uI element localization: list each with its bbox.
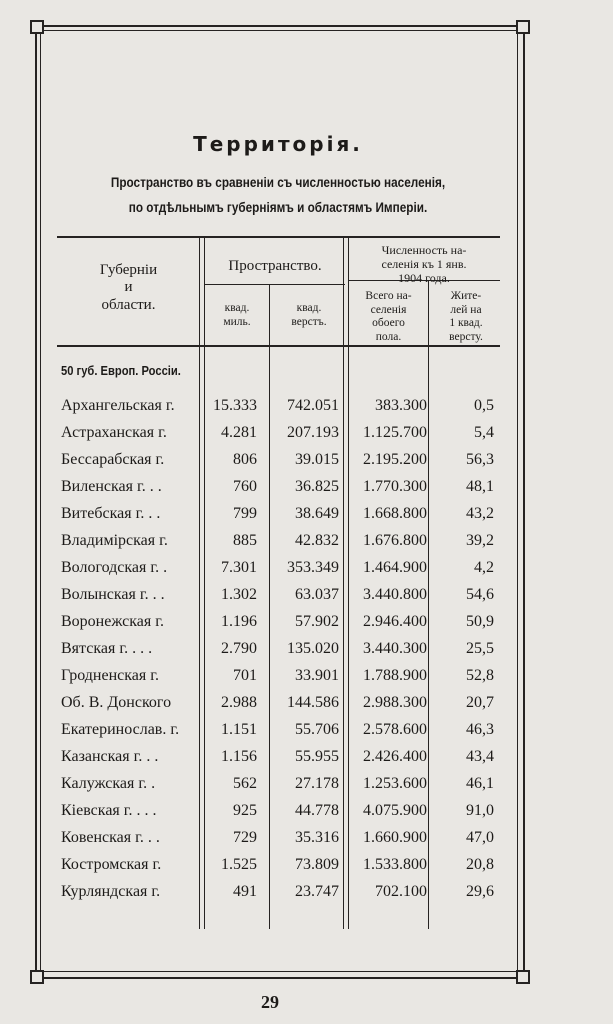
region-name: Витебская г. . . bbox=[61, 505, 161, 522]
area-sq-versts: 39.015 bbox=[295, 451, 339, 468]
section-label: 50 губ. Европ. Россіи. bbox=[61, 363, 181, 378]
density: 4,2 bbox=[474, 559, 494, 576]
area-sq-versts: 63.037 bbox=[295, 586, 339, 603]
area-sq-versts: 42.832 bbox=[295, 532, 339, 549]
table-row bbox=[57, 664, 500, 691]
area-sq-miles: 562 bbox=[233, 775, 257, 792]
corner-ornament bbox=[516, 20, 530, 34]
region-name: Астраханская г. bbox=[61, 424, 167, 441]
table-row bbox=[57, 880, 500, 907]
area-sq-miles: 7.301 bbox=[221, 559, 257, 576]
area-sq-miles: 806 bbox=[233, 451, 257, 468]
density: 47,0 bbox=[466, 829, 494, 846]
population-total: 1.668.800 bbox=[363, 505, 427, 522]
area-sq-miles: 2.790 bbox=[221, 640, 257, 657]
density: 43,2 bbox=[466, 505, 494, 522]
area-sq-versts: 36.825 bbox=[295, 478, 339, 495]
table-row bbox=[57, 529, 500, 556]
region-name: Ковенская г. . . bbox=[61, 829, 160, 846]
header-zhitelei: Жите- лей на 1 квад. версту. bbox=[449, 290, 483, 343]
population-total: 2.195.200 bbox=[363, 451, 427, 468]
header-rule-space bbox=[205, 284, 345, 285]
area-sq-miles: 701 bbox=[233, 667, 257, 684]
region-name: Костромская г. bbox=[61, 856, 162, 873]
area-sq-versts: 144.586 bbox=[287, 694, 339, 711]
region-name: Волынская г. . . bbox=[61, 586, 165, 603]
table-row bbox=[57, 502, 500, 529]
table-row bbox=[57, 421, 500, 448]
density: 43,4 bbox=[466, 748, 494, 765]
header-kvad-mil: квад. миль. bbox=[223, 302, 251, 328]
area-sq-versts: 33.901 bbox=[295, 667, 339, 684]
table-row bbox=[57, 745, 500, 772]
table-row bbox=[57, 610, 500, 637]
area-sq-versts: 55.706 bbox=[295, 721, 339, 738]
population-total: 3.440.800 bbox=[363, 586, 427, 603]
region-name: Владимірская г. bbox=[61, 532, 168, 549]
population-total: 2.426.400 bbox=[363, 748, 427, 765]
area-sq-miles: 1.156 bbox=[221, 748, 257, 765]
table-row bbox=[57, 772, 500, 799]
header-kvad-verst: квад. верстъ. bbox=[291, 302, 327, 328]
table-top-rule bbox=[57, 236, 500, 238]
header-vsego: Всего на- селенія обоего пола. bbox=[365, 290, 412, 343]
table-row bbox=[57, 826, 500, 853]
area-sq-versts: 55.955 bbox=[295, 748, 339, 765]
population-total: 2.988.300 bbox=[363, 694, 427, 711]
region-name: Гродненская г. bbox=[61, 667, 159, 684]
table-row bbox=[57, 583, 500, 610]
area-sq-miles: 1.196 bbox=[221, 613, 257, 630]
population-total: 1.660.900 bbox=[363, 829, 427, 846]
area-sq-versts: 73.809 bbox=[295, 856, 339, 873]
density: 20,7 bbox=[466, 694, 494, 711]
area-sq-versts: 23.747 bbox=[295, 883, 339, 900]
population-total: 3.440.300 bbox=[363, 640, 427, 657]
table-row bbox=[57, 556, 500, 583]
region-name: Казанская г. . . bbox=[61, 748, 159, 765]
header-prostranstvo: Пространство. bbox=[228, 258, 322, 274]
area-sq-versts: 35.316 bbox=[295, 829, 339, 846]
population-total: 1.533.800 bbox=[363, 856, 427, 873]
region-name: Вологодская г. . bbox=[61, 559, 168, 576]
region-name: Архангельская г. bbox=[61, 397, 175, 414]
header-gubernii: Губерніи и области. bbox=[99, 262, 158, 313]
header-bottom-rule bbox=[57, 345, 500, 347]
density: 29,6 bbox=[466, 883, 494, 900]
population-total: 1.253.600 bbox=[363, 775, 427, 792]
area-sq-miles: 15.333 bbox=[213, 397, 257, 414]
table-row bbox=[57, 718, 500, 745]
population-total: 1.464.900 bbox=[363, 559, 427, 576]
area-sq-versts: 353.349 bbox=[287, 559, 339, 576]
area-sq-versts: 742.051 bbox=[287, 397, 339, 414]
area-sq-miles: 491 bbox=[233, 883, 257, 900]
area-sq-miles: 925 bbox=[233, 802, 257, 819]
table-row bbox=[57, 799, 500, 826]
region-name: Курляндская г. bbox=[61, 883, 161, 900]
subtitle-line-2: по отдѣльнымъ губерніямъ и областямъ Имперіи. bbox=[128, 199, 428, 215]
area-sq-miles: 885 bbox=[233, 532, 257, 549]
density: 39,2 bbox=[466, 532, 494, 549]
density: 91,0 bbox=[466, 802, 494, 819]
density: 25,5 bbox=[466, 640, 494, 657]
region-name: Кіевская г. . . . bbox=[61, 802, 157, 819]
page-number: 29 bbox=[261, 992, 279, 1012]
area-sq-versts: 57.902 bbox=[295, 613, 339, 630]
region-name: Воронежская г. bbox=[61, 613, 164, 630]
table-row bbox=[57, 448, 500, 475]
density: 20,8 bbox=[466, 856, 494, 873]
area-sq-miles: 1.525 bbox=[221, 856, 257, 873]
subtitle-line-1: Пространство въ сравненіи съ численностью населенія, bbox=[110, 174, 446, 190]
density: 46,1 bbox=[466, 775, 494, 792]
region-name: Калужская г. . bbox=[61, 775, 156, 792]
region-name: Вятская г. . . . bbox=[61, 640, 153, 657]
density: 5,4 bbox=[474, 424, 494, 441]
density: 52,8 bbox=[466, 667, 494, 684]
population-total: 702.100 bbox=[375, 883, 427, 900]
corner-ornament bbox=[30, 970, 44, 984]
area-sq-miles: 760 bbox=[233, 478, 257, 495]
density: 0,5 bbox=[474, 397, 494, 414]
population-total: 1.788.900 bbox=[363, 667, 427, 684]
population-total: 2.578.600 bbox=[363, 721, 427, 738]
table-row bbox=[57, 394, 500, 421]
region-name: Виленская г. . . bbox=[61, 478, 162, 495]
density: 46,3 bbox=[466, 721, 494, 738]
population-total: 2.946.400 bbox=[363, 613, 427, 630]
density: 48,1 bbox=[466, 478, 494, 495]
density: 54,6 bbox=[466, 586, 494, 603]
area-sq-versts: 44.778 bbox=[295, 802, 339, 819]
area-sq-miles: 729 bbox=[233, 829, 257, 846]
area-sq-miles: 4.281 bbox=[221, 424, 257, 441]
population-total: 1.125.700 bbox=[363, 424, 427, 441]
population-total: 1.676.800 bbox=[363, 532, 427, 549]
table-row bbox=[57, 853, 500, 880]
population-total: 383.300 bbox=[375, 397, 427, 414]
region-name: Об. В. Донского bbox=[61, 694, 172, 711]
area-sq-versts: 38.649 bbox=[295, 505, 339, 522]
territory-table bbox=[57, 236, 500, 929]
region-name: Бессарабская г. bbox=[61, 451, 165, 468]
area-sq-miles: 1.302 bbox=[221, 586, 257, 603]
corner-ornament bbox=[516, 970, 530, 984]
density: 56,3 bbox=[466, 451, 494, 468]
density: 50,9 bbox=[466, 613, 494, 630]
area-sq-miles: 1.151 bbox=[221, 721, 257, 738]
population-total: 1.770.300 bbox=[363, 478, 427, 495]
table-row bbox=[57, 637, 500, 664]
area-sq-versts: 135.020 bbox=[287, 640, 339, 657]
table-row bbox=[57, 691, 500, 718]
population-total: 4.075.900 bbox=[363, 802, 427, 819]
area-sq-versts: 207.193 bbox=[287, 424, 339, 441]
page-title: Территорія. bbox=[193, 132, 363, 156]
area-sq-miles: 799 bbox=[233, 505, 257, 522]
area-sq-versts: 27.178 bbox=[295, 775, 339, 792]
region-name: Екатеринослав. г. bbox=[61, 721, 180, 738]
header-chislennost: Численность на- селенія къ 1 янв. 1904 года. bbox=[381, 243, 467, 285]
table-row bbox=[57, 475, 500, 502]
area-sq-miles: 2.988 bbox=[221, 694, 257, 711]
corner-ornament bbox=[30, 20, 44, 34]
